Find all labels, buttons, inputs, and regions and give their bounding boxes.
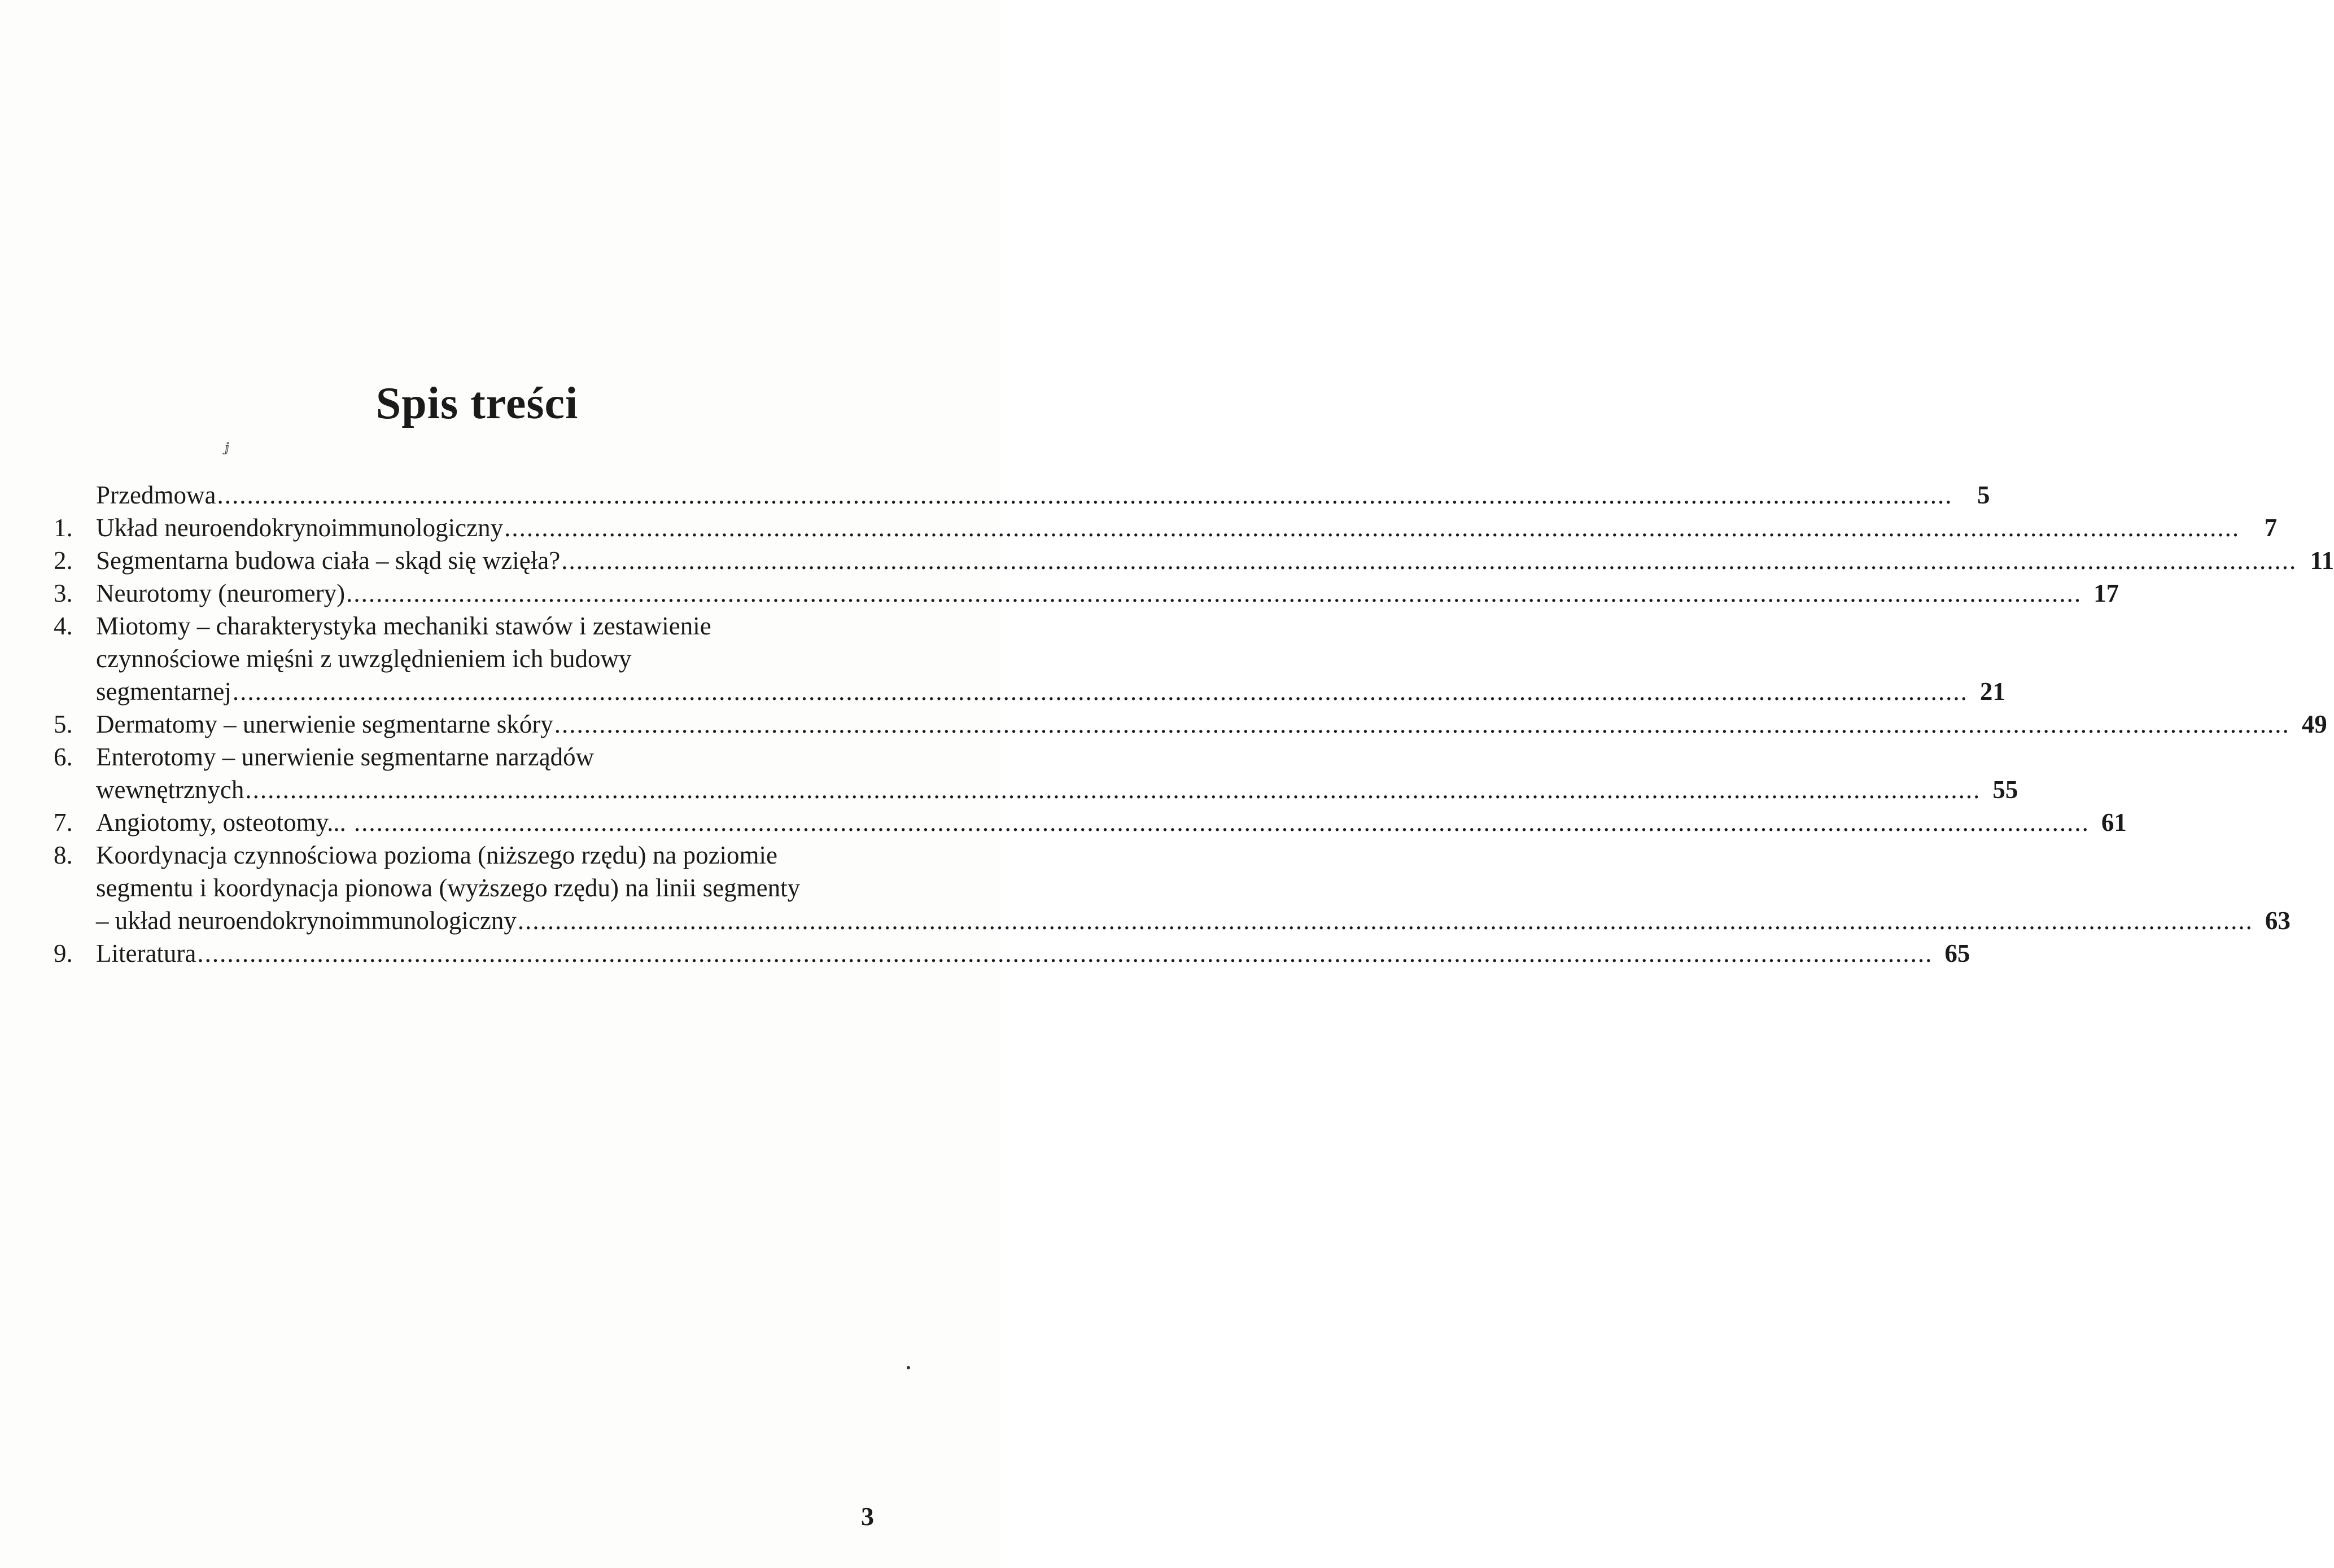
toc-entry-number: 4.: [54, 612, 73, 640]
toc-entry[interactable]: [54, 741, 2018, 806]
toc-entry-title: wewnętrznych: [96, 776, 244, 804]
toc-entry[interactable]: [54, 479, 1990, 511]
toc-entry-number: 9.: [54, 939, 73, 967]
toc-entry-number: 7.: [54, 808, 73, 836]
toc-leader-dots: [346, 577, 2082, 610]
toc-entry-page: 55: [1992, 776, 2018, 804]
toc-entry[interactable]: [54, 806, 2127, 839]
toc-entry-title: Neurotomy (neuromery): [96, 579, 346, 607]
toc-entry-page: 5: [1977, 481, 1990, 509]
toc-entry[interactable]: [54, 708, 2327, 741]
toc-leader-dots: [245, 773, 1981, 806]
toc-entry[interactable]: [54, 610, 2005, 708]
toc-leader-dots: [233, 675, 1968, 708]
page-title: Spis treści: [375, 379, 579, 428]
toc-entry-title: Literatura: [96, 939, 196, 967]
toc-entry-page: 17: [2093, 579, 2119, 607]
toc-leader-dots: [354, 806, 2090, 839]
toc-entry-page: 7: [2264, 514, 2278, 542]
toc-leader-dots: [518, 904, 2253, 937]
toc-entry[interactable]: [54, 511, 2278, 544]
toc-entry-title: Segmentarna budowa ciała – skąd się wzięła?: [96, 546, 561, 575]
toc-entry-title: segmentarnej: [96, 677, 231, 706]
toc-entry-number: 5.: [54, 710, 73, 738]
toc-entry[interactable]: [54, 544, 2334, 577]
toc-leader-dots: [504, 511, 2240, 544]
toc-entry[interactable]: [54, 577, 2119, 610]
toc-entry-number: 3.: [54, 579, 73, 607]
scan-speck: [907, 1366, 910, 1369]
toc-entry-page: 63: [2265, 906, 2291, 935]
toc-entry-title: Przedmowa: [96, 481, 216, 509]
toc-entry-page: 21: [1979, 677, 2005, 706]
toc-entry-page: 11: [2310, 546, 2334, 575]
toc-entry-title: czynnościowe mięśni z uwzględnieniem ich budowy: [96, 645, 632, 673]
toc-entry-title: Dermatomy – unerwienie segmentarne skóry: [96, 710, 553, 738]
toc-leader-dots: [197, 937, 1933, 970]
toc-entry-title: Enterotomy – unerwienie segmentarne narządów: [96, 743, 595, 771]
toc-entry-title: Koordynacja czynnościowa pozioma (niższego rzędu) na poziomie: [96, 841, 778, 869]
toc-entry-title: Miotomy – charakterystyka mechaniki stawów i zestawienie: [96, 612, 711, 640]
table-of-contents: [54, 479, 2334, 970]
toc-entry-number: 8.: [54, 841, 73, 869]
toc-entry-page: 61: [2101, 808, 2127, 836]
toc-leader-dots: [554, 708, 2290, 741]
toc-entry-page: 65: [1944, 939, 1970, 967]
toc-entry-number: 1.: [54, 514, 73, 542]
toc-entry-number: 2.: [54, 546, 73, 575]
toc-entry[interactable]: [54, 937, 1970, 970]
toc-entry-title: – układ neuroendokrynoimmunologiczny: [96, 906, 517, 935]
page-number: 3: [861, 1502, 874, 1531]
toc-entry-number: 6.: [54, 743, 73, 771]
toc-leader-dots: [217, 479, 1952, 511]
toc-entry-title: segmentu i koordynacja pionowa (wyższego rzędu) na linii segmenty: [96, 874, 801, 902]
toc-leader-dots: [561, 544, 2297, 577]
toc-entry-page: 49: [2301, 710, 2327, 738]
toc-entry-title: Układ neuroendokrynoimmunologiczny: [96, 514, 504, 542]
toc-entry-title: Angiotomy, osteotomy...: [96, 808, 346, 836]
scan-speck: ⅉ: [225, 440, 229, 454]
toc-entry[interactable]: [54, 839, 2291, 937]
